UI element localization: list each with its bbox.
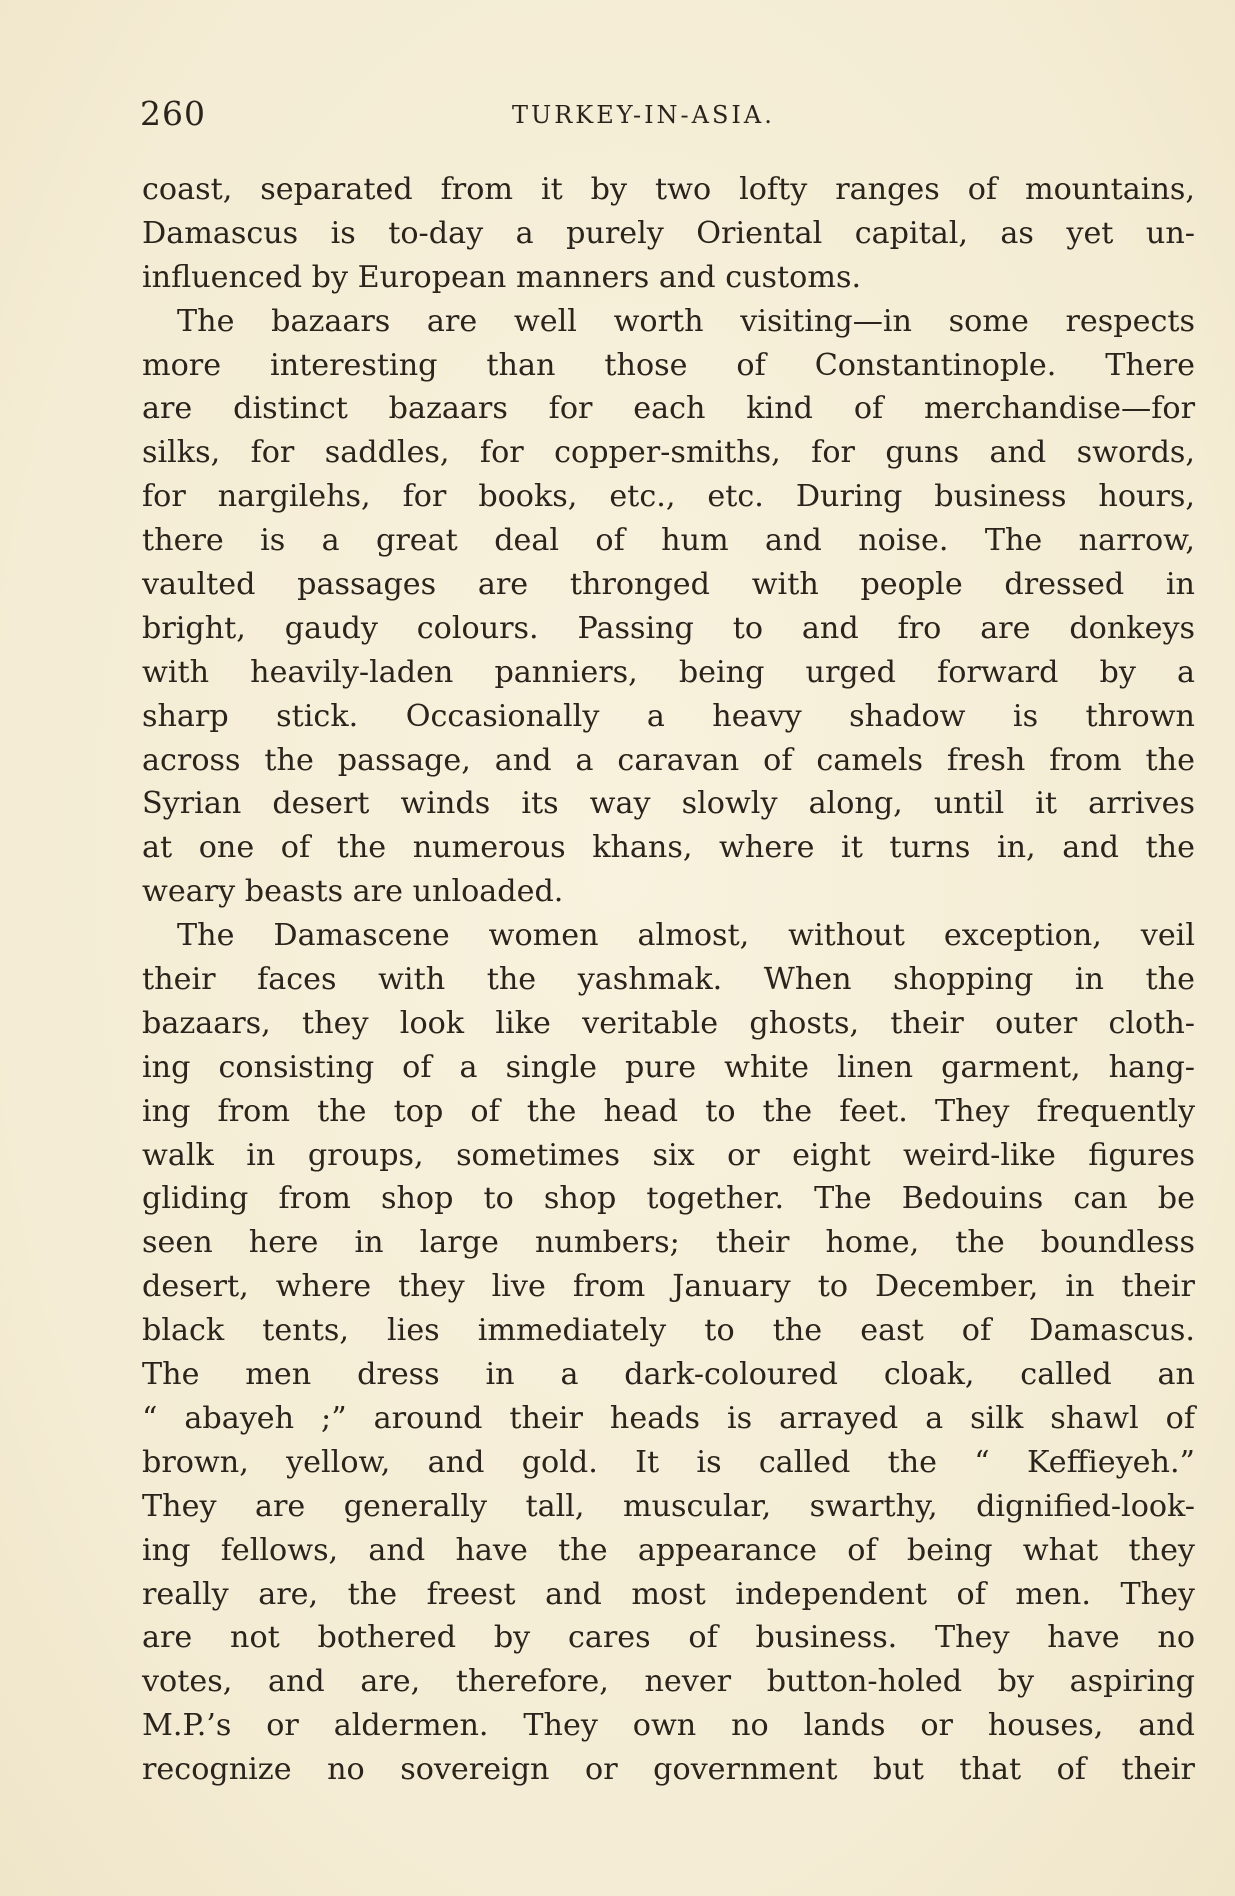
text-line: seen here in large numbers; their home, the boundless bbox=[142, 1225, 1195, 1261]
text-line: more interesting than those of Constantinople. There bbox=[142, 347, 1195, 383]
text-line: brown, yellow, and gold. It is called the “ Keffieyeh.” bbox=[142, 1444, 1195, 1480]
paragraph-start-line: The Damascene women almost, without exception, veil bbox=[177, 918, 1195, 954]
text-line: M.P.’s or aldermen. They own no lands or houses, and bbox=[142, 1708, 1195, 1744]
running-title: TURKEY-IN-ASIA. bbox=[512, 101, 775, 129]
text-line: Damascus is to-day a purely Oriental capital, as yet un- bbox=[142, 215, 1195, 251]
text-line: gliding from shop to shop together. The Bedouins can be bbox=[142, 1181, 1195, 1217]
text-line: bazaars, they look like veritable ghosts, their outer cloth- bbox=[142, 1005, 1195, 1041]
text-line: across the passage, and a caravan of camels fresh from the bbox=[142, 742, 1195, 778]
text-line: their faces with the yashmak. When shopping in the bbox=[142, 962, 1195, 998]
text-line: recognize no sovereign or government but that of their bbox=[142, 1752, 1195, 1788]
text-line: They are generally tall, muscular, swarthy, dignified-look- bbox=[142, 1488, 1195, 1524]
text-line: are distinct bazaars for each kind of merchandise—for bbox=[142, 391, 1195, 427]
body-text bbox=[142, 168, 1195, 1792]
text-line: Syrian desert winds its way slowly along, until it arrives bbox=[142, 786, 1195, 822]
text-line: black tents, lies immediately to the east of Damascus. bbox=[142, 1313, 1195, 1349]
text-line: sharp stick. Occasionally a heavy shadow is thrown bbox=[142, 698, 1195, 734]
text-line: The men dress in a dark-coloured cloak, called an bbox=[142, 1357, 1195, 1393]
text-line: at one of the numerous khans, where it turns in, and the bbox=[142, 830, 1195, 866]
text-line: silks, for saddles, for copper-smiths, for guns and swords, bbox=[142, 435, 1195, 471]
text-line: ing from the top of the head to the feet. They frequently bbox=[142, 1093, 1195, 1129]
text-line: are not bothered by cares of business. They have no bbox=[142, 1620, 1195, 1656]
text-line: influenced by European manners and customs. bbox=[142, 259, 862, 295]
text-line: there is a great deal of hum and noise. The narrow, bbox=[142, 523, 1195, 559]
text-line: bright, gaudy colours. Passing to and fro are donkeys bbox=[142, 610, 1195, 646]
text-line: votes, and are, therefore, never button-holed by aspiring bbox=[142, 1664, 1195, 1700]
paragraph-start-line: The bazaars are well worth visiting—in some respects bbox=[177, 303, 1195, 339]
page-number: 260 bbox=[140, 94, 206, 133]
running-head bbox=[140, 94, 1195, 142]
text-line: ing consisting of a single pure white linen garment, hang- bbox=[142, 1049, 1195, 1085]
text-line: for nargilehs, for books, etc., etc. During business hours, bbox=[142, 479, 1195, 515]
text-line: “ abayeh ;” around their heads is arrayed a silk shawl of bbox=[142, 1400, 1195, 1436]
text-line: with heavily-laden panniers, being urged forward by a bbox=[142, 654, 1195, 690]
text-line: vaulted passages are thronged with people dressed in bbox=[142, 567, 1195, 603]
text-line: coast, separated from it by two lofty ranges of mountains, bbox=[142, 172, 1195, 207]
text-line: walk in groups, sometimes six or eight weird-like figures bbox=[142, 1137, 1195, 1173]
text-line: really are, the freest and most independent of men. They bbox=[142, 1576, 1195, 1612]
text-line: ing fellows, and have the appearance of being what they bbox=[142, 1532, 1195, 1568]
text-line: weary beasts are unloaded. bbox=[142, 874, 564, 910]
text-line: desert, where they live from January to December, in their bbox=[142, 1269, 1195, 1305]
